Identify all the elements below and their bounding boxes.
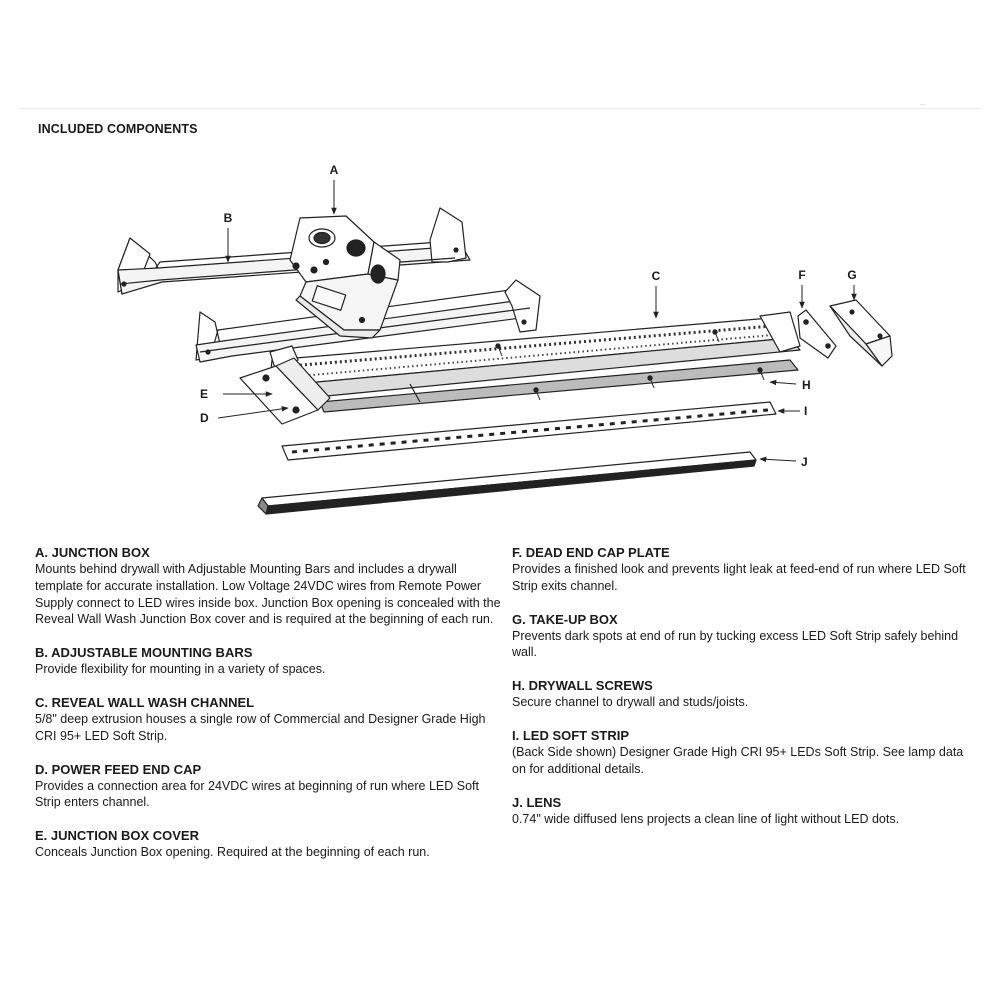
callout-c: C xyxy=(651,269,661,283)
component-c-text: 5/8" deep extrusion houses a single row of Commercial and Designer Grade High CRI 95+ LED Soft Strip. xyxy=(35,711,486,743)
callout-i: I xyxy=(804,404,808,418)
led-strip-drawing xyxy=(282,402,776,460)
callout-e: E xyxy=(200,387,209,401)
component-h-title: H. DRYWALL SCREWS xyxy=(512,678,653,694)
take-up-box-drawing xyxy=(830,300,892,366)
component-c-title: C. REVEAL WALL WASH CHANNEL xyxy=(35,694,255,710)
component-g xyxy=(512,612,980,662)
component-c xyxy=(35,695,503,745)
component-b-title: B. ADJUSTABLE MOUNTING BARS xyxy=(35,645,253,661)
callout-j: J xyxy=(801,455,808,469)
callout-arrow-h xyxy=(770,382,796,384)
callout-h: H xyxy=(802,378,811,392)
component-b xyxy=(35,645,503,678)
section-title: INCLUDED COMPONENTS xyxy=(38,122,198,136)
callout-g: G xyxy=(847,268,857,282)
lens-drawing xyxy=(258,452,756,514)
component-e-title: E. JUNCTION BOX COVER xyxy=(35,828,199,844)
component-h xyxy=(512,678,980,711)
component-e xyxy=(35,828,503,861)
components-left-column xyxy=(35,545,503,878)
dead-end-cap-drawing xyxy=(798,310,836,358)
component-i-text: (Back Side shown) Designer Grade High CRI 95+ LEDs Soft Strip. See lamp data on for additional details. xyxy=(512,744,964,776)
component-g-text: Prevents dark spots at end of run by tucking excess LED Soft Strip safely behind wall. xyxy=(512,628,959,660)
component-f-title: F. DEAD END CAP PLATE xyxy=(512,545,670,560)
component-i-title: I. LED SOFT STRIP xyxy=(512,727,630,743)
component-d-text: Provides a connection area for 24VDC wires at beginning of run where LED Soft Strip enters channel. xyxy=(35,778,479,810)
component-a-text: Mounts behind drywall with Adjustable Mounting Bars and includes a drywall template for accurate installation. Low Voltage 24VDC wires from Remote Power Supply connect to LED wires inside box. Junction Box opening is concealed with the Reveal Wall Wash Junction Box cover and is required at the beginning of each run. xyxy=(35,562,501,627)
component-a xyxy=(35,545,503,628)
component-d-title: D. POWER FEED END CAP xyxy=(35,761,202,777)
component-e-text: Conceals Junction Box opening. Required at the beginning of each run. xyxy=(35,845,430,860)
callout-d: D xyxy=(200,411,209,425)
component-j xyxy=(512,795,980,828)
callout-a: A xyxy=(329,163,339,177)
component-d xyxy=(35,762,503,812)
component-f-text: Provides a finished look and prevents light leak at feed-end of run where LED Soft Strip exits channel. xyxy=(512,562,966,593)
component-i xyxy=(512,728,980,778)
component-g-title: G. TAKE-UP BOX xyxy=(512,611,618,627)
components-right-column xyxy=(512,545,980,844)
component-f xyxy=(512,545,980,595)
component-j-title: J. LENS xyxy=(512,794,562,810)
component-h-text: Secure channel to drywall and studs/joists. xyxy=(512,695,749,710)
callout-f: F xyxy=(798,268,806,282)
component-b-text: Provide flexibility for mounting in a variety of spaces. xyxy=(35,662,326,677)
callout-arrow-j xyxy=(760,459,796,461)
callout-b: B xyxy=(223,211,233,225)
component-a-title: A. JUNCTION BOX xyxy=(35,545,150,560)
component-j-text: 0.74" wide diffused lens projects a clean line of light without LED dots. xyxy=(512,811,900,826)
corner-mark: ... xyxy=(920,100,926,107)
